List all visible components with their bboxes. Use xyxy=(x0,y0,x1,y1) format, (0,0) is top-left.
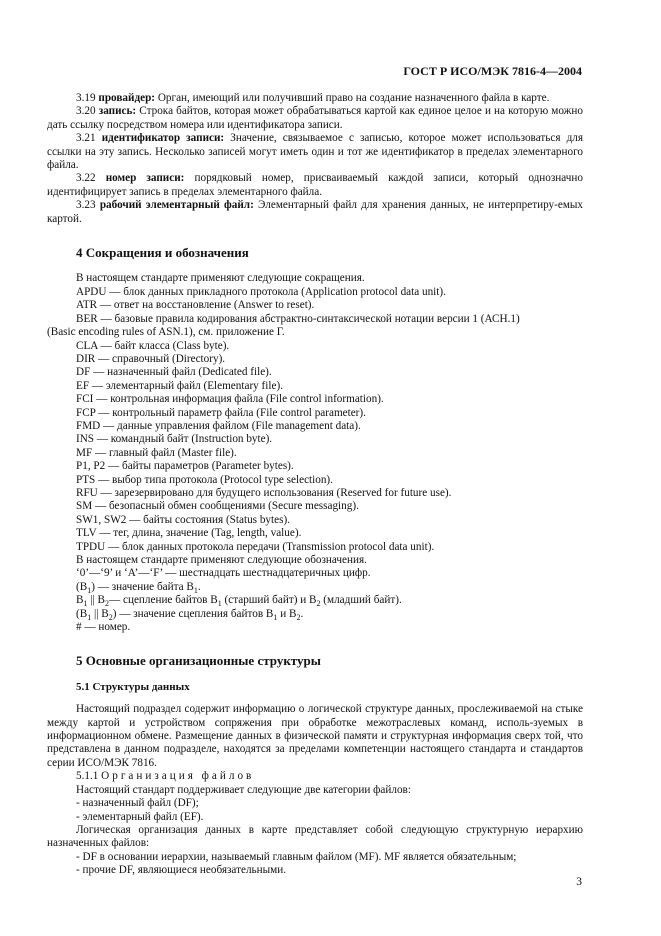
definition-term: рабочий элементарный файл: xyxy=(99,199,254,212)
definition-item xyxy=(47,92,583,105)
abbreviation-item: P1, P2 — байты параметров (Parameter bytes). xyxy=(76,460,294,473)
abbreviation-item: TPDU — блок данных протокола передачи (Transmission protocol data unit). xyxy=(76,540,435,553)
definition-text: Элементарный файл для хранения данных, не интерпретиру-емых картой. xyxy=(47,199,584,225)
definition-text: Значение, связываемое с записью, которое может использоваться для ссылки на эту запись. Несколько записей могут иметь один и тот же идентификатор в пределах элементарного файла. xyxy=(47,132,583,172)
definition-number: 3.20 xyxy=(76,105,96,118)
abbreviations-list xyxy=(47,286,583,313)
definition-text: Строка байтов, которая может обрабатываться картой как единое целое и на которую можно дать ссылку посредством номера или идентификатора записи. xyxy=(47,105,583,131)
definition-number: 3.23 xyxy=(76,199,96,212)
abbreviation-item: PTS — выбор типа протокола (Protocol type selection). xyxy=(76,473,333,486)
definition-item xyxy=(47,172,583,199)
notation-concatenation: $B_1$ || $B_2—$ сцепление байтов $B_1$ (старший байт) и $B_2$ (младший байт). xyxy=(76,594,402,609)
definition-text: порядковый номер, присваиваемый каждой записи, который однозначно идентифицирует запись в пределах элементарного файла. xyxy=(47,172,584,198)
paragraph-file-categories: Настоящий стандарт поддерживает следующие две категории файлов: xyxy=(76,783,411,796)
subsection-5-1-1-title: 5.1.1 Организация файлов xyxy=(76,770,255,783)
page-content xyxy=(47,92,583,878)
definition-term: идентификатор записи: xyxy=(101,132,225,145)
abbreviation-item: FCI — контрольная информация файла (File control information). xyxy=(76,393,384,406)
abbreviation-item: TLV — тег, длина, значение (Tag, length, value). xyxy=(76,527,302,540)
abbreviations-list-2 xyxy=(47,340,583,555)
abbreviation-item: APDU — блок данных прикладного протокола (Application protocol data unit). xyxy=(76,285,446,298)
definition-item xyxy=(47,199,583,226)
definition-number: 3.22 xyxy=(76,172,96,185)
abbreviation-item: CLA — байт класса (Class byte). xyxy=(76,339,230,352)
definition-number: 3.19 xyxy=(76,92,96,104)
abbreviation-item: DF — назначенный файл (Dedicated file). xyxy=(76,366,272,379)
section-5-title: 5 Основные организационные структуры xyxy=(76,653,321,669)
page-number: 3 xyxy=(576,876,582,888)
hierarchy-list xyxy=(47,851,583,878)
definition-term: запись: xyxy=(98,105,137,118)
definition-item xyxy=(47,132,583,172)
notation-hex: ‘0’—‘9’ и ‘A’—‘F’ — шестнадцать шестнадцатеричных цифр. xyxy=(76,567,371,580)
definition-text: Орган, имеющий или получивший право на создание назначенного файла в карте. xyxy=(155,92,550,104)
section-4-title: 4 Сокращения и обозначения xyxy=(76,245,249,261)
section-4-intro: В настоящем стандарте применяют следующие сокращения. xyxy=(76,272,365,285)
abbreviation-ber: BER — базовые правила кодирования абстрактно-синтаксической нотации версии 1 (АСН.1) xyxy=(76,312,520,325)
subsection-5-1-title: 5.1 Структуры данных xyxy=(76,680,190,693)
notation-intro: В настоящем стандарте применяют следующие обозначения. xyxy=(76,554,367,566)
abbreviation-item: RFU — зарезервировано для будущего использования (Reserved for future use). xyxy=(76,486,452,499)
abbreviation-item: INS — командный байт (Instruction byte). xyxy=(76,433,273,446)
definition-number: 3.21 xyxy=(76,132,96,145)
list-item: - DF в основании иерархии, называемый главным файлом (MF). MF является обязательным; xyxy=(76,850,517,863)
notation-concatenation-value: ($B_1$ || $B_2$) — значение сцепления байтов $B_1$ и $B_2$. xyxy=(76,607,304,622)
abbreviation-ber-continued: (Basic encoding rules of ASN.1), см. приложение Г. xyxy=(47,326,285,339)
abbreviation-item: DIR — справочный (Directory). xyxy=(76,352,226,365)
file-categories-list xyxy=(47,797,583,824)
list-item: - прочие DF, являющиеся необязательными. xyxy=(76,864,287,877)
abbreviation-item: FCP — контрольный параметр файла (File control parameter). xyxy=(76,406,366,419)
abbreviation-item: SM — безопасный обмен сообщениями (Secure messaging). xyxy=(76,500,359,513)
paragraph-hierarchy: Логическая организация данных в карте представляет собой следующую структурную иерархию назначенных файлов: xyxy=(47,823,583,850)
document-header: ГОСТ Р ИСО/МЭК 7816-4—2004 xyxy=(403,64,582,78)
definition-term: провайдер: xyxy=(98,92,156,104)
definitions-list xyxy=(47,92,583,226)
notation-number: # — номер. xyxy=(76,621,131,634)
abbreviation-item: ATR — ответ на восстановление (Answer to reset). xyxy=(76,299,315,312)
paragraph-5-1: Настоящий подраздел содержит информацию о логической структуре данных, прослеживаемой на стыке между картой и устройством сопряжения при обработке межотраслевых команд, исполь-зуемых в информационном обмене. Размещение данных в физической памяти и структурная информация сверх той, что представлена в данном подразделе, находятся за пределами компетенции настоящего стандарта и стандартов серии ИСО/МЭК 7816. xyxy=(47,703,583,769)
list-item: - назначенный файл (DF); xyxy=(76,797,199,810)
abbreviation-item: EF — элементарный файл (Elementary file). xyxy=(76,379,283,392)
list-item: - элементарный файл (EF). xyxy=(76,810,204,823)
definition-item xyxy=(47,105,583,132)
abbreviation-item: MF — главный файл (Master file). xyxy=(76,446,237,459)
abbreviation-item: SW1, SW2 — байты состояния (Status bytes). xyxy=(76,513,290,526)
abbreviation-item: FMD — данные управления файлом (File management data). xyxy=(76,419,361,432)
definition-term: номер записи: xyxy=(105,172,185,185)
notation-byte-value: $(B_1)$ — значение байта $B_1$. xyxy=(76,580,201,596)
